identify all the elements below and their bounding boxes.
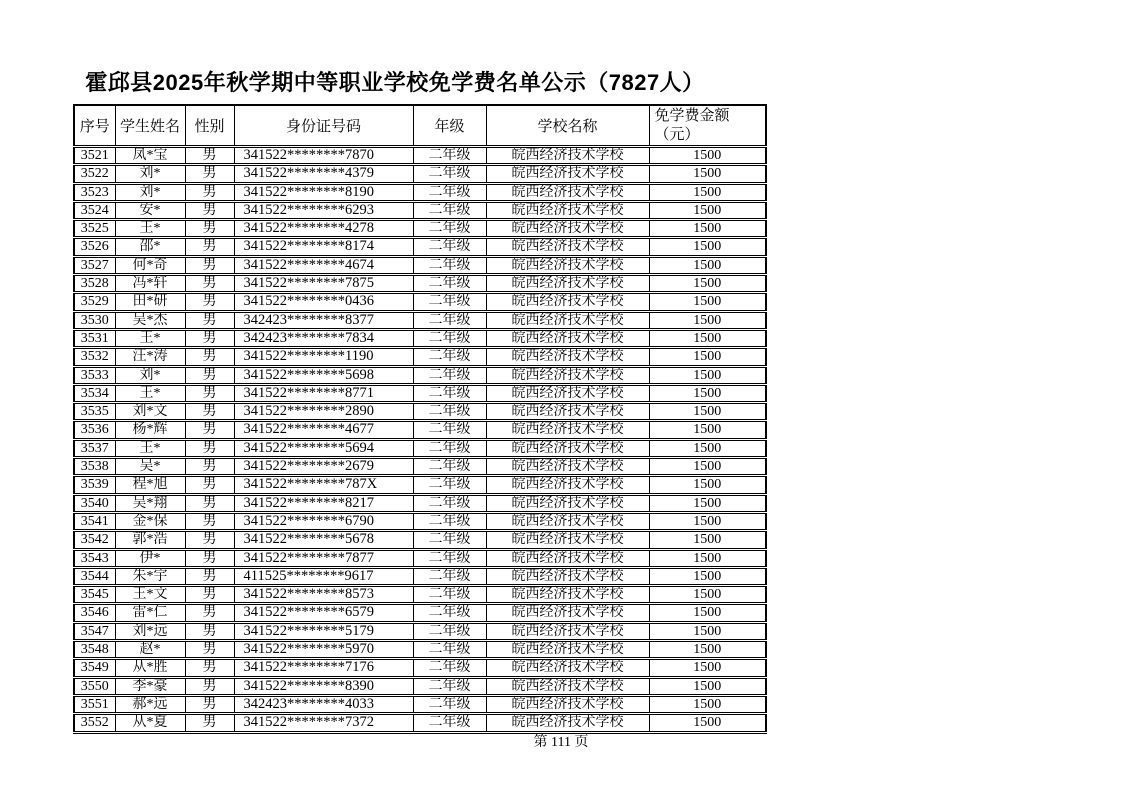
cell-grade: 二年级	[413, 256, 486, 274]
cell-id_number: 341522********4677	[234, 421, 413, 439]
cell-gender: 男	[185, 403, 234, 421]
table-row	[74, 165, 766, 183]
cell-id_number: 411525********9617	[234, 567, 413, 585]
cell-gender: 男	[185, 165, 234, 183]
cell-grade: 二年级	[413, 549, 486, 567]
cell-school: 皖西经济技术学校	[486, 256, 649, 274]
cell-amount: 1500	[649, 476, 766, 494]
table-row	[74, 348, 766, 366]
table-row	[74, 549, 766, 567]
cell-no: 3533	[74, 366, 115, 384]
cell-gender: 男	[185, 622, 234, 640]
cell-no: 3539	[74, 476, 115, 494]
cell-amount: 1500	[649, 220, 766, 238]
cell-school: 皖西经济技术学校	[486, 531, 649, 549]
cell-grade: 二年级	[413, 384, 486, 402]
cell-school: 皖西经济技术学校	[486, 421, 649, 439]
cell-amount: 1500	[649, 384, 766, 402]
cell-amount: 1500	[649, 586, 766, 604]
cell-school: 皖西经济技术学校	[486, 622, 649, 640]
cell-name: 王*	[115, 384, 185, 402]
cell-amount: 1500	[649, 275, 766, 293]
cell-no: 3534	[74, 384, 115, 402]
cell-school: 皖西经济技术学校	[486, 165, 649, 183]
cell-gender: 男	[185, 147, 234, 165]
cell-amount: 1500	[649, 604, 766, 622]
cell-grade: 二年级	[413, 293, 486, 311]
cell-no: 3532	[74, 348, 115, 366]
cell-id_number: 341522********8217	[234, 494, 413, 512]
cell-gender: 男	[185, 220, 234, 238]
table-row	[74, 439, 766, 457]
cell-school: 皖西经济技术学校	[486, 677, 649, 695]
cell-id_number: 341522********7877	[234, 549, 413, 567]
cell-gender: 男	[185, 567, 234, 585]
cell-grade: 二年级	[413, 147, 486, 165]
col-header-no: 序号	[74, 105, 115, 147]
cell-id_number: 341522********8174	[234, 238, 413, 256]
cell-gender: 男	[185, 256, 234, 274]
cell-name: 王*	[115, 220, 185, 238]
table-row	[74, 622, 766, 640]
cell-school: 皖西经济技术学校	[486, 329, 649, 347]
cell-amount: 1500	[649, 348, 766, 366]
cell-name: 冯*轩	[115, 275, 185, 293]
cell-amount: 1500	[649, 421, 766, 439]
table-row	[74, 494, 766, 512]
cell-school: 皖西经济技术学校	[486, 439, 649, 457]
cell-name: 王*	[115, 439, 185, 457]
cell-no: 3531	[74, 329, 115, 347]
cell-grade: 二年级	[413, 604, 486, 622]
cell-no: 3527	[74, 256, 115, 274]
cell-grade: 二年级	[413, 403, 486, 421]
cell-no: 3522	[74, 165, 115, 183]
cell-name: 吴*翔	[115, 494, 185, 512]
col-header-amount	[649, 105, 766, 147]
cell-gender: 男	[185, 476, 234, 494]
cell-id_number: 341522********8771	[234, 384, 413, 402]
cell-school: 皖西经济技术学校	[486, 714, 649, 732]
cell-id_number: 341522********5698	[234, 366, 413, 384]
table-row	[74, 147, 766, 165]
cell-name: 安*	[115, 201, 185, 219]
cell-no: 3541	[74, 512, 115, 530]
cell-id_number: 341522********2890	[234, 403, 413, 421]
cell-school: 皖西经济技术学校	[486, 220, 649, 238]
cell-school: 皖西经济技术学校	[486, 567, 649, 585]
cell-id_number: 341522********8190	[234, 183, 413, 201]
cell-name: 程*旭	[115, 476, 185, 494]
table-row	[74, 604, 766, 622]
cell-gender: 男	[185, 695, 234, 713]
cell-gender: 男	[185, 348, 234, 366]
cell-amount: 1500	[649, 256, 766, 274]
cell-grade: 二年级	[413, 165, 486, 183]
cell-amount: 1500	[649, 622, 766, 640]
header-row	[74, 105, 766, 147]
cell-grade: 二年级	[413, 439, 486, 457]
cell-no: 3538	[74, 458, 115, 476]
cell-grade: 二年级	[413, 201, 486, 219]
cell-gender: 男	[185, 329, 234, 347]
cell-name: 李*豪	[115, 677, 185, 695]
cell-id_number: 341522********4379	[234, 165, 413, 183]
cell-grade: 二年级	[413, 421, 486, 439]
table-row	[74, 366, 766, 384]
cell-school: 皖西经济技术学校	[486, 201, 649, 219]
cell-school: 皖西经济技术学校	[486, 403, 649, 421]
cell-amount: 1500	[649, 659, 766, 677]
cell-gender: 男	[185, 439, 234, 457]
cell-amount: 1500	[649, 677, 766, 695]
cell-school: 皖西经济技术学校	[486, 494, 649, 512]
cell-name: 从*胜	[115, 659, 185, 677]
cell-no: 3530	[74, 311, 115, 329]
cell-amount: 1500	[649, 439, 766, 457]
cell-school: 皖西经济技术学校	[486, 384, 649, 402]
cell-name: 刘*	[115, 165, 185, 183]
cell-gender: 男	[185, 512, 234, 530]
cell-id_number: 341522********7372	[234, 714, 413, 732]
cell-id_number: 341522********6293	[234, 201, 413, 219]
table-row	[74, 329, 766, 347]
cell-grade: 二年级	[413, 622, 486, 640]
cell-amount: 1500	[649, 147, 766, 165]
cell-school: 皖西经济技术学校	[486, 293, 649, 311]
cell-gender: 男	[185, 238, 234, 256]
table-row	[74, 238, 766, 256]
cell-id_number: 341522********4674	[234, 256, 413, 274]
col-header-id-number: 身份证号码	[234, 105, 413, 147]
table-row	[74, 567, 766, 585]
cell-school: 皖西经济技术学校	[486, 512, 649, 530]
cell-no: 3550	[74, 677, 115, 695]
cell-gender: 男	[185, 586, 234, 604]
cell-name: 刘*文	[115, 403, 185, 421]
table-row	[74, 293, 766, 311]
cell-name: 邵*	[115, 238, 185, 256]
cell-school: 皖西经济技术学校	[486, 275, 649, 293]
cell-amount: 1500	[649, 311, 766, 329]
cell-amount: 1500	[649, 366, 766, 384]
cell-id_number: 341522********5694	[234, 439, 413, 457]
cell-no: 3544	[74, 567, 115, 585]
cell-gender: 男	[185, 201, 234, 219]
cell-id_number: 341522********787X	[234, 476, 413, 494]
cell-grade: 二年级	[413, 348, 486, 366]
cell-grade: 二年级	[413, 220, 486, 238]
cell-id_number: 341522********6579	[234, 604, 413, 622]
table-row	[74, 220, 766, 238]
cell-gender: 男	[185, 531, 234, 549]
col-header-name: 学生姓名	[115, 105, 185, 147]
table-row	[74, 531, 766, 549]
cell-name: 刘*远	[115, 622, 185, 640]
amount-header-label: 免学费金额	[654, 107, 730, 124]
cell-school: 皖西经济技术学校	[486, 641, 649, 659]
cell-name: 田*研	[115, 293, 185, 311]
table-row	[74, 384, 766, 402]
cell-amount: 1500	[649, 183, 766, 201]
cell-gender: 男	[185, 677, 234, 695]
cell-school: 皖西经济技术学校	[486, 659, 649, 677]
cell-grade: 二年级	[413, 458, 486, 476]
cell-no: 3548	[74, 641, 115, 659]
cell-gender: 男	[185, 458, 234, 476]
cell-school: 皖西经济技术学校	[486, 183, 649, 201]
cell-no: 3547	[74, 622, 115, 640]
cell-id_number: 341522********5678	[234, 531, 413, 549]
cell-grade: 二年级	[413, 183, 486, 201]
table-row	[74, 476, 766, 494]
cell-amount: 1500	[649, 329, 766, 347]
cell-name: 金*保	[115, 512, 185, 530]
cell-name: 王*文	[115, 586, 185, 604]
table-row	[74, 641, 766, 659]
table-row	[74, 458, 766, 476]
cell-no: 3536	[74, 421, 115, 439]
cell-gender: 男	[185, 275, 234, 293]
table-row	[74, 275, 766, 293]
page-number: 第 111 页	[533, 735, 589, 750]
cell-no: 3535	[74, 403, 115, 421]
cell-gender: 男	[185, 549, 234, 567]
cell-school: 皖西经济技术学校	[486, 476, 649, 494]
student-roster-table	[73, 104, 767, 734]
cell-grade: 二年级	[413, 586, 486, 604]
cell-school: 皖西经济技术学校	[486, 695, 649, 713]
cell-no: 3525	[74, 220, 115, 238]
cell-grade: 二年级	[413, 275, 486, 293]
cell-grade: 二年级	[413, 677, 486, 695]
cell-name: 刘*	[115, 183, 185, 201]
cell-id_number: 341522********2679	[234, 458, 413, 476]
cell-gender: 男	[185, 641, 234, 659]
table-row	[74, 695, 766, 713]
cell-no: 3540	[74, 494, 115, 512]
table-row	[74, 256, 766, 274]
cell-amount: 1500	[649, 531, 766, 549]
cell-grade: 二年级	[413, 494, 486, 512]
cell-name: 杨*辉	[115, 421, 185, 439]
table-row	[74, 659, 766, 677]
cell-name: 赵*	[115, 641, 185, 659]
cell-id_number: 341522********0436	[234, 293, 413, 311]
table-row	[74, 421, 766, 439]
cell-school: 皖西经济技术学校	[486, 238, 649, 256]
cell-grade: 二年级	[413, 641, 486, 659]
col-header-school: 学校名称	[486, 105, 649, 147]
cell-no: 3552	[74, 714, 115, 732]
cell-amount: 1500	[649, 714, 766, 732]
cell-name: 王*	[115, 329, 185, 347]
cell-name: 郭*浩	[115, 531, 185, 549]
cell-id_number: 341522********1190	[234, 348, 413, 366]
cell-school: 皖西经济技术学校	[486, 586, 649, 604]
cell-no: 3528	[74, 275, 115, 293]
table-row	[74, 714, 766, 732]
table-row	[74, 512, 766, 530]
cell-name: 伊*	[115, 549, 185, 567]
table-row	[74, 403, 766, 421]
table-body	[74, 147, 766, 733]
cell-no: 3521	[74, 147, 115, 165]
table-row	[74, 586, 766, 604]
table-row	[74, 201, 766, 219]
cell-no: 3526	[74, 238, 115, 256]
cell-no: 3524	[74, 201, 115, 219]
cell-school: 皖西经济技术学校	[486, 604, 649, 622]
cell-no: 3523	[74, 183, 115, 201]
cell-grade: 二年级	[413, 238, 486, 256]
cell-amount: 1500	[649, 201, 766, 219]
cell-name: 朱*宇	[115, 567, 185, 585]
cell-name: 何*奇	[115, 256, 185, 274]
cell-id_number: 341522********7870	[234, 147, 413, 165]
cell-id_number: 341522********4278	[234, 220, 413, 238]
cell-grade: 二年级	[413, 329, 486, 347]
cell-amount: 1500	[649, 549, 766, 567]
cell-no: 3551	[74, 695, 115, 713]
cell-id_number: 342423********7834	[234, 329, 413, 347]
cell-name: 汪*涛	[115, 348, 185, 366]
cell-amount: 1500	[649, 695, 766, 713]
cell-name: 吴*杰	[115, 311, 185, 329]
cell-amount: 1500	[649, 165, 766, 183]
amount-header-unit: （元）	[654, 126, 700, 143]
cell-amount: 1500	[649, 512, 766, 530]
cell-name: 从*夏	[115, 714, 185, 732]
cell-gender: 男	[185, 494, 234, 512]
cell-amount: 1500	[649, 567, 766, 585]
cell-gender: 男	[185, 421, 234, 439]
cell-amount: 1500	[649, 403, 766, 421]
cell-name: 郝*远	[115, 695, 185, 713]
table-row	[74, 677, 766, 695]
cell-name: 凤*宝	[115, 147, 185, 165]
cell-grade: 二年级	[413, 714, 486, 732]
cell-id_number: 341522********8573	[234, 586, 413, 604]
cell-gender: 男	[185, 183, 234, 201]
cell-id_number: 342423********4033	[234, 695, 413, 713]
cell-school: 皖西经济技术学校	[486, 348, 649, 366]
cell-id_number: 341522********5970	[234, 641, 413, 659]
cell-amount: 1500	[649, 238, 766, 256]
cell-no: 3537	[74, 439, 115, 457]
cell-no: 3543	[74, 549, 115, 567]
cell-gender: 男	[185, 604, 234, 622]
cell-name: 吴*	[115, 458, 185, 476]
cell-school: 皖西经济技术学校	[486, 366, 649, 384]
table-row	[74, 183, 766, 201]
cell-grade: 二年级	[413, 531, 486, 549]
cell-no: 3546	[74, 604, 115, 622]
cell-id_number: 341522********7176	[234, 659, 413, 677]
cell-grade: 二年级	[413, 695, 486, 713]
cell-id_number: 341522********8390	[234, 677, 413, 695]
cell-grade: 二年级	[413, 366, 486, 384]
cell-school: 皖西经济技术学校	[486, 311, 649, 329]
cell-no: 3545	[74, 586, 115, 604]
cell-grade: 二年级	[413, 311, 486, 329]
cell-name: 雷*仁	[115, 604, 185, 622]
cell-gender: 男	[185, 293, 234, 311]
col-header-gender: 性别	[185, 105, 234, 147]
cell-name: 刘*	[115, 366, 185, 384]
cell-amount: 1500	[649, 458, 766, 476]
cell-gender: 男	[185, 366, 234, 384]
cell-no: 3542	[74, 531, 115, 549]
cell-id_number: 342423********8377	[234, 311, 413, 329]
cell-id_number: 341522********7875	[234, 275, 413, 293]
cell-grade: 二年级	[413, 659, 486, 677]
cell-no: 3549	[74, 659, 115, 677]
cell-grade: 二年级	[413, 512, 486, 530]
cell-gender: 男	[185, 659, 234, 677]
cell-amount: 1500	[649, 293, 766, 311]
cell-grade: 二年级	[413, 567, 486, 585]
cell-id_number: 341522********6790	[234, 512, 413, 530]
cell-gender: 男	[185, 714, 234, 732]
col-header-grade: 年级	[413, 105, 486, 147]
cell-no: 3529	[74, 293, 115, 311]
cell-grade: 二年级	[413, 476, 486, 494]
cell-school: 皖西经济技术学校	[486, 458, 649, 476]
cell-amount: 1500	[649, 641, 766, 659]
cell-gender: 男	[185, 384, 234, 402]
cell-amount: 1500	[649, 494, 766, 512]
page-title: 霍邱县2025年秋学期中等职业学校免学费名单公示（7827人）	[85, 70, 705, 95]
cell-school: 皖西经济技术学校	[486, 147, 649, 165]
table-row	[74, 311, 766, 329]
cell-gender: 男	[185, 311, 234, 329]
cell-id_number: 341522********5179	[234, 622, 413, 640]
cell-school: 皖西经济技术学校	[486, 549, 649, 567]
